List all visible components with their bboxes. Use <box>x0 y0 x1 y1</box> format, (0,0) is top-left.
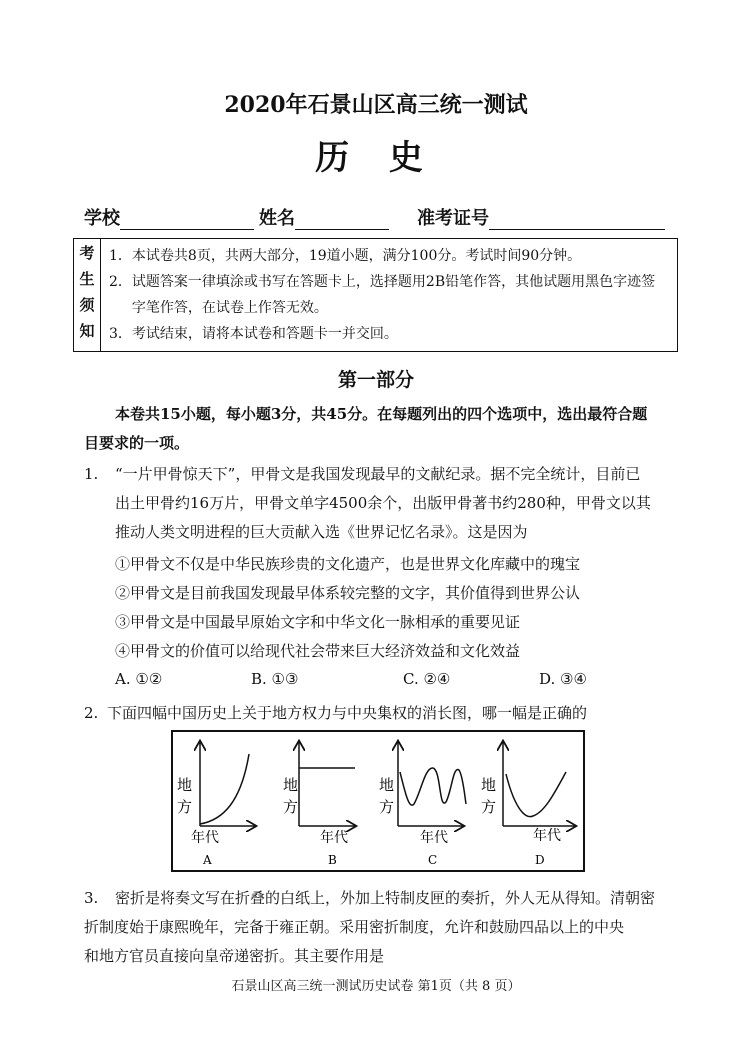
q1-statement: ④甲骨文的价值可以给现代社会带来巨大经济效益和文化效益 <box>115 642 521 660</box>
question-number: 2. <box>84 704 99 722</box>
section-intro-cont: 目要求的一项。 <box>84 434 190 452</box>
graph-panel-b <box>283 742 355 867</box>
notice-heading-char: 须 <box>79 296 95 314</box>
notice-heading <box>74 239 101 352</box>
y-axis-label: 方 <box>283 798 299 816</box>
notice-item <box>109 243 669 269</box>
x-axis-label: 年代 <box>191 830 219 846</box>
notice-item-text: 本试卷共8页，共两大部分，19道小题，满分100分。考试时间90分钟。 <box>131 248 582 264</box>
notice-items <box>101 239 678 352</box>
graph-panel-d <box>481 742 575 867</box>
y-axis-label: 方 <box>177 798 193 816</box>
notice-item-number: 2． <box>109 274 132 290</box>
notice-heading-char: 生 <box>79 270 95 288</box>
exam-number-blank[interactable] <box>489 209 665 230</box>
y-axis-label: 方 <box>379 798 395 816</box>
section-intro: 本卷共15小题，每小题3分，共45分。在每题列出的四个选项中，选出最符合题 <box>115 405 648 423</box>
page-footer: 石景山区高三统一测试历史试卷 第1页（共 8 页） <box>231 979 521 994</box>
graph-panel-a <box>177 742 255 867</box>
name-label: 姓名 <box>259 208 295 229</box>
graph-curve-a <box>200 754 249 824</box>
notice-heading-char: 知 <box>79 322 95 340</box>
question-number: 3. <box>84 889 99 907</box>
q3-stem: 和地方官员直接向皇帝递密折。其主要作用是 <box>84 947 385 965</box>
y-axis-label: 地 <box>177 776 193 794</box>
name-blank[interactable] <box>295 209 389 230</box>
q1-stem: 推动人类文明进程的巨大贡献入选《世界记忆名录》。这是因为 <box>115 523 528 541</box>
notice-item-text: 试题答案一律填涂或书写在答题卡上，选择题用2B铅笔作答，其他试题用黑色字迹签字笔作答，在试卷上作答无效。 <box>131 274 656 316</box>
panel-label: B <box>328 853 337 867</box>
subject-title: 历 史 <box>315 138 437 178</box>
q1-stem: “一片甲骨惊天下”，甲骨文是我国发现最早的文献纪录。据不完全统计，目前已 <box>115 465 641 483</box>
school-label: 学校 <box>84 208 120 229</box>
y-axis-label: 地 <box>283 776 299 794</box>
panel-label: D <box>535 853 545 867</box>
notice-item-number: 1． <box>109 248 132 264</box>
notice-item <box>109 321 669 347</box>
y-axis-label: 地 <box>379 776 395 794</box>
q1-option-a[interactable]: A. ①② <box>115 670 163 688</box>
x-axis-label: 年代 <box>420 830 448 846</box>
q1-option-c[interactable]: C. ②④ <box>403 670 451 688</box>
notice-item-text: 考试结束，请将本试卷和答题卡一并交回。 <box>131 326 398 342</box>
school-field <box>84 204 254 230</box>
exam-title: 2020年石景山区高三统一测试 <box>224 92 528 118</box>
section-title: 第一部分 <box>337 369 414 391</box>
q2-stem: 下面四幅中国历史上关于地方权力与中央集权的消长图，哪一幅是正确的 <box>107 704 588 722</box>
notice-item <box>109 269 669 321</box>
notice-heading-char: 考 <box>79 244 95 262</box>
name-field <box>259 204 389 230</box>
y-axis-label: 地 <box>481 776 497 794</box>
q1-statement: ①甲骨文不仅是中华民族珍贵的文化遗产，也是世界文化库藏中的瑰宝 <box>115 555 581 573</box>
notice-box <box>73 238 678 352</box>
x-axis-label: 年代 <box>533 828 561 844</box>
q1-statement: ③甲骨文是中国最早原始文字和中华文化一脉相承的重要见证 <box>115 613 521 631</box>
panel-label: A <box>203 853 212 867</box>
x-axis-label: 年代 <box>320 830 348 846</box>
question-number: 1. <box>84 465 99 483</box>
graph-panel-c <box>379 742 466 867</box>
exam-number-label: 准考证号 <box>417 208 489 229</box>
q1-option-b[interactable]: B. ①③ <box>251 670 299 688</box>
power-trend-graphs <box>173 732 583 870</box>
panel-label: C <box>428 853 438 867</box>
q1-statement: ②甲骨文是目前我国发现最早体系较完整的文字，其价值得到世界公认 <box>115 584 581 602</box>
q2-figure <box>171 730 585 872</box>
y-axis-label: 方 <box>481 798 497 816</box>
q1-option-d[interactable]: D. ③④ <box>539 670 587 688</box>
exam-number-field <box>417 204 665 230</box>
notice-item-number: 3． <box>109 326 132 342</box>
q3-stem: 折制度始于康熙晚年，完备于雍正朝。采用密折制度，允许和鼓励四品以上的中央 <box>84 918 625 936</box>
graph-curve-d <box>506 772 566 817</box>
graph-curve-c <box>400 768 466 805</box>
school-blank[interactable] <box>120 209 254 230</box>
q3-stem: 密折是将奏文写在折叠的白纸上，外加上特制皮匣的奏折，外人无从得知。清朝密 <box>115 889 656 907</box>
q1-stem: 出土甲骨约16万片，甲骨文单字4500余个，出版甲骨著书约280种，甲骨文以其 <box>115 494 651 512</box>
